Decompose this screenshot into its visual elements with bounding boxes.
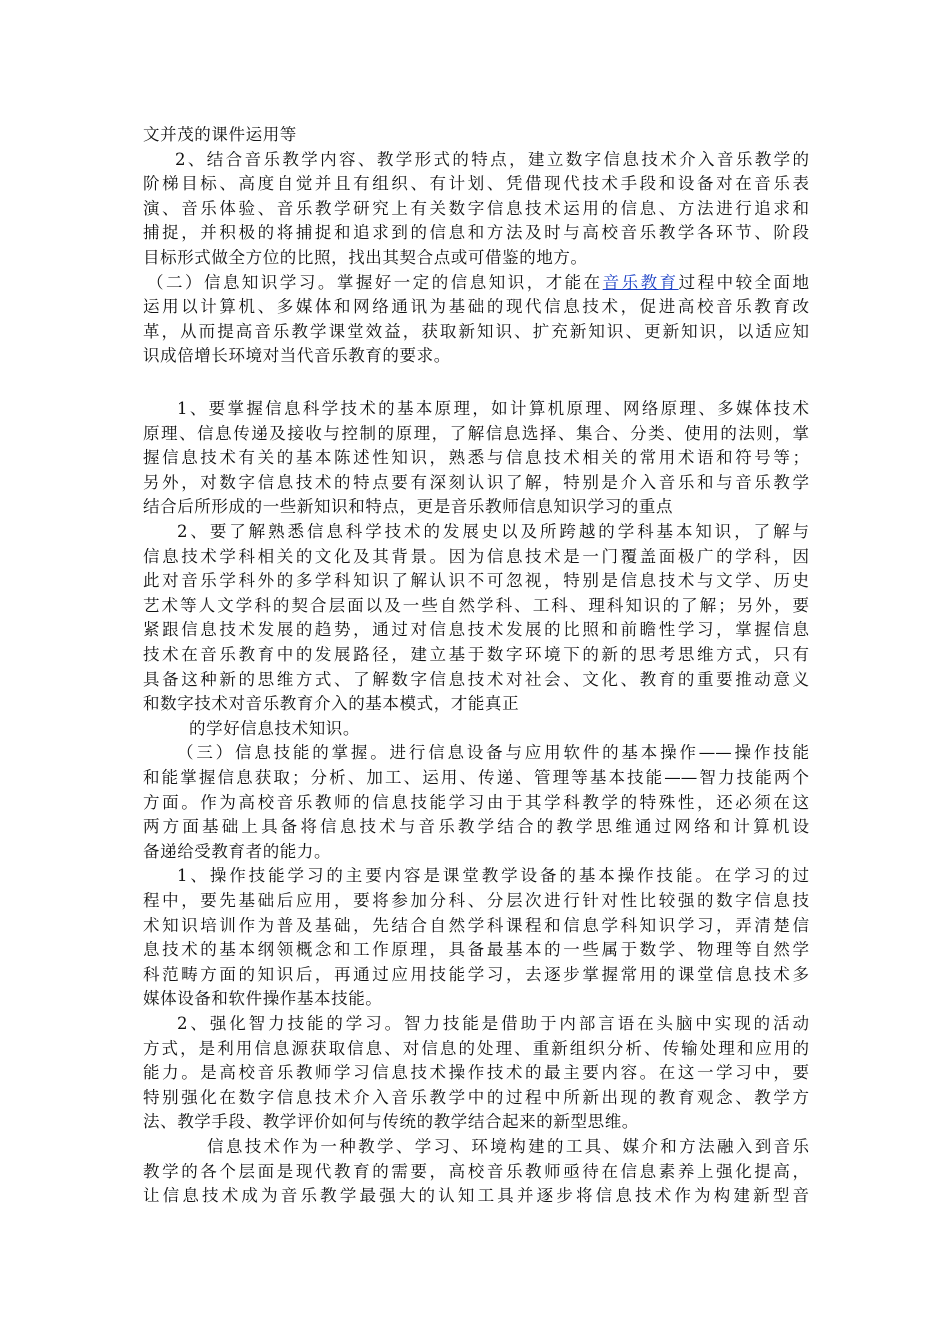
text-line: 方式，是利用信息源获取信息、对信息的处理、重新组织分析、传输处理和应用的 xyxy=(143,1039,809,1058)
text-line: 法、教学手段、教学评价如何与传统的教学结合起来的新型思维。 xyxy=(143,1112,639,1131)
text-line: 阶梯目标、高度自觉并且有组织、有计划、凭借现代技术手段和设备对在音乐表 xyxy=(143,174,809,193)
text-line: 两方面基础上具备将信息技术与音乐教学结合的教学思维通过网络和计算机设 xyxy=(143,817,809,836)
text-line: 技术在音乐教育中的发展路径，建立基于数字环境下的新的思考思维方式，只有 xyxy=(143,645,809,664)
text-line: 教学的各个层面是现代教育的需要，高校音乐教师亟待在信息素养上强化提高， xyxy=(143,1162,809,1181)
text-line: 程中，要先基础后应用，要将参加分科、分层次进行针对性比较强的数字信息技 xyxy=(143,891,809,910)
text-line: 信息技术学科相关的文化及其背景。因为信息技术是一门覆盖面极广的学科，因 xyxy=(143,547,809,566)
text-line: 艺术等人文学科的契合层面以及一些自然学科、工科、理科知识的了解；另外，要 xyxy=(143,596,809,615)
text-line: 的学好信息技术知识。 xyxy=(189,719,360,738)
text-line: 媒体设备和软件操作基本技能。 xyxy=(143,989,383,1008)
text-line: 和数字技术对音乐教育介入的基本模式，才能真正 xyxy=(143,694,520,713)
text-line: 2、强化智力技能的学习。智力技能是借助于内部言语在头脑中实现的活动 xyxy=(177,1014,809,1033)
text-line: 紧跟信息技术发展的趋势，通过对信息技术发展的比照和前瞻性学习，掌握信息 xyxy=(143,620,809,639)
text-after-link: 过程中较全面地 xyxy=(678,273,810,292)
text-line: 信息技术作为一种教学、学习、环境构建的工具、媒介和方法融入到音乐 xyxy=(207,1137,809,1156)
text-line: 文并茂的课件运用等 xyxy=(143,125,297,144)
text-line: 原理、信息传递及接收与控制的原理，了解信息选择、集合、分类、使用的法则，掌 xyxy=(143,424,809,443)
music-education-link[interactable]: 音乐教育 xyxy=(602,273,679,292)
text-line: 结合后所形成的一些新知识和特点，更是音乐教师信息知识学习的重点 xyxy=(143,497,674,516)
text-line: 1、要掌握信息科学技术的基本原理，如计算机原理、网络原理、多媒体技术 xyxy=(177,399,809,418)
text-line: 捕捉，并积极的将捕捉和追求到的信息和方法及时与高校音乐教学各环节、阶段 xyxy=(143,223,809,242)
text-before-link: （二）信息知识学习。掌握好一定的信息知识，才能在 xyxy=(147,273,603,292)
text-line: 识成倍增长环境对当代音乐教育的要求。 xyxy=(143,346,451,365)
text-line: 方面。作为高校音乐教师的信息技能学习由于其学科教学的特殊性，还必须在这 xyxy=(143,793,809,812)
text-line: （三）信息技能的掌握。进行信息设备与应用软件的基本操作——操作技能 xyxy=(177,743,809,762)
text-line: 备递给受教育者的能力。 xyxy=(143,842,332,861)
text-line: 握信息技术有关的基本陈述性知识，熟悉与信息技术相关的常用术语和符号等； xyxy=(143,448,809,467)
text-line: 息技术的基本纲领概念和工作原理，具备最基本的一些属于数学、物理等自然学 xyxy=(143,940,809,959)
text-line xyxy=(143,272,809,296)
text-line: 1、操作技能学习的主要内容是课堂教学设备的基本操作技能。在学习的过 xyxy=(177,866,809,885)
text-line: 目标形式做全方位的比照，找出其契合点或可借鉴的地方。 xyxy=(143,248,588,267)
text-line: 科范畴方面的知识后，再通过应用技能学习，去逐步掌握常用的课堂信息技术多 xyxy=(143,965,809,984)
text-line: 运用以计算机、多媒体和网络通讯为基础的现代信息技术，促进高校音乐教育改 xyxy=(143,297,809,316)
text-line: 具备这种新的思维方式、了解数字信息技术对社会、文化、教育的重要推动意义 xyxy=(143,670,809,689)
text-line: 让信息技术成为音乐教学最强大的认知工具并逐步将信息技术作为构建新型音 xyxy=(143,1186,809,1205)
text-line: 演、音乐体验、音乐教学研究上有关数字信息技术运用的信息、方法进行追求和 xyxy=(143,199,809,218)
text-line: 革，从而提高音乐教学课堂效益，获取新知识、扩充新知识、更新知识，以适应知 xyxy=(143,322,809,341)
text-line: 特别强化在数字信息技术介入音乐教学中的过程中所新出现的教育观念、教学方 xyxy=(143,1088,809,1107)
text-line: 此对音乐学科外的多学科知识了解认识不可忽视，特别是信息技术与文学、历史 xyxy=(143,571,809,590)
text-line: 和能掌握信息获取；分析、加工、运用、传递、管理等基本技能——智力技能两个 xyxy=(143,768,809,787)
text-line: 能力。是高校音乐教师学习信息技术操作技术的最主要内容。在这一学习中，要 xyxy=(143,1063,809,1082)
text-line: 另外，对数字信息技术的特点要有深刻认识了解，特别是介入音乐和与音乐教学 xyxy=(143,473,809,492)
text-line: 2、要了解熟悉信息科学技术的发展史以及所跨越的学科基本知识，了解与 xyxy=(177,522,809,541)
text-line: 2、结合音乐教学内容、教学形式的特点，建立数字信息技术介入音乐教学的 xyxy=(175,150,809,169)
text-line: 术知识培训作为普及基础，先结合自然学科课程和信息学科知识学习，弄清楚信 xyxy=(143,916,809,935)
